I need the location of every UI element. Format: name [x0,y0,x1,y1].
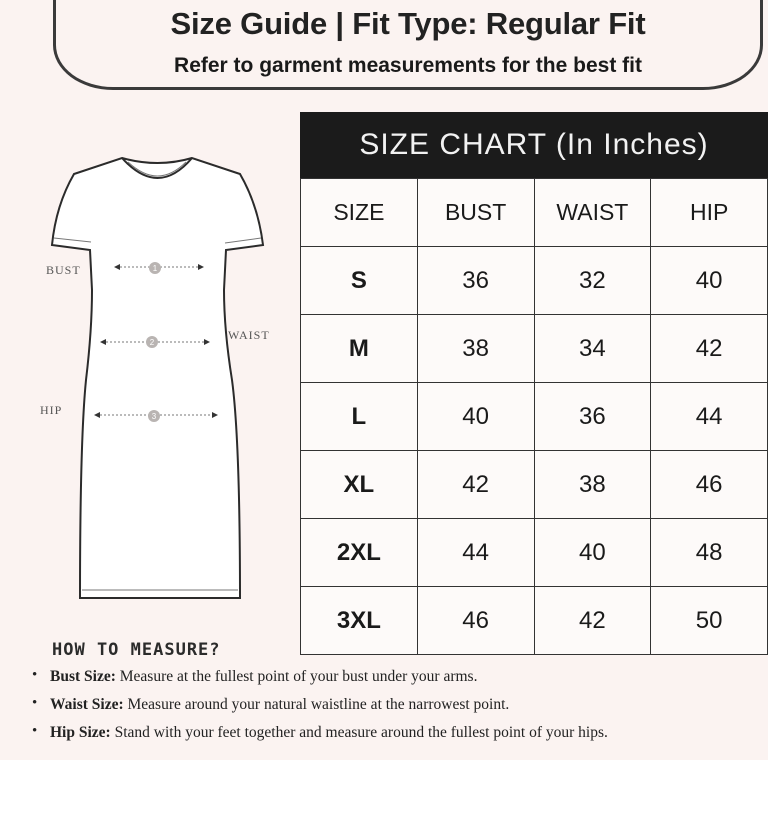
measurement-cell: 40 [651,247,768,315]
bust-label: BUST [46,263,81,277]
how-to-measure-section [28,640,758,752]
measurement-cell: 42 [534,587,651,655]
measurement-cell: 34 [534,315,651,383]
measurement-cell: 36 [417,247,534,315]
measurement-cell: 42 [417,451,534,519]
measurement-cell: 42 [651,315,768,383]
table-row [301,315,768,383]
bullet-icon: • [32,695,38,711]
bullet-icon: • [32,667,38,683]
hip-label: HIP [40,403,63,417]
measure-instruction [32,724,758,742]
header-banner [53,0,763,90]
measure-term: Hip Size: [50,724,111,741]
dress-measurement-diagram [30,150,290,610]
size-cell: 2XL [301,519,418,587]
measurement-cell: 48 [651,519,768,587]
measure-instruction [32,668,758,686]
table-header-row [301,179,768,247]
measurement-cell: 46 [651,451,768,519]
measurement-cell: 36 [534,383,651,451]
column-header: BUST [417,179,534,247]
size-chart [300,112,768,655]
size-cell: M [301,315,418,383]
measurement-cell: 38 [534,451,651,519]
hip-marker-number: 3 [151,412,157,421]
measure-instruction [32,696,758,714]
column-header: SIZE [301,179,418,247]
measure-text: Stand with your feet together and measure around the fullest point of your hips. [110,724,608,741]
table-row [301,247,768,315]
measure-text: Measure around your natural waistline at the narrowest point. [123,696,510,713]
measurement-cell: 44 [417,519,534,587]
column-header: WAIST [534,179,651,247]
table-row [301,519,768,587]
how-to-measure-title: HOW TO MEASURE? [52,640,221,660]
measurement-cell: 44 [651,383,768,451]
measurement-cell: 50 [651,587,768,655]
size-cell: L [301,383,418,451]
measurement-cell: 32 [534,247,651,315]
size-chart-title: SIZE CHART (In Inches) [300,112,768,178]
waist-marker-number: 2 [149,338,155,347]
dress-outline [52,158,263,598]
column-header: HIP [651,179,768,247]
measure-term: Bust Size: [50,668,116,685]
bullet-icon: • [32,723,38,739]
how-to-measure-list [28,668,758,742]
waist-label: WAIST [228,328,270,342]
size-cell: S [301,247,418,315]
measure-term: Waist Size: [50,696,124,713]
size-chart-table [300,178,768,655]
measure-text: Measure at the fullest point of your bust under your arms. [115,668,478,685]
size-cell: 3XL [301,587,418,655]
bust-marker-number: 1 [152,264,158,273]
measurement-cell: 38 [417,315,534,383]
measurement-cell: 46 [417,587,534,655]
measurement-cell: 40 [417,383,534,451]
size-cell: XL [301,451,418,519]
page-subtitle: Refer to garment measurements for the best fit [174,54,642,77]
table-row [301,451,768,519]
page-title: Size Guide | Fit Type: Regular Fit [170,6,646,41]
table-row [301,383,768,451]
measurement-cell: 40 [534,519,651,587]
